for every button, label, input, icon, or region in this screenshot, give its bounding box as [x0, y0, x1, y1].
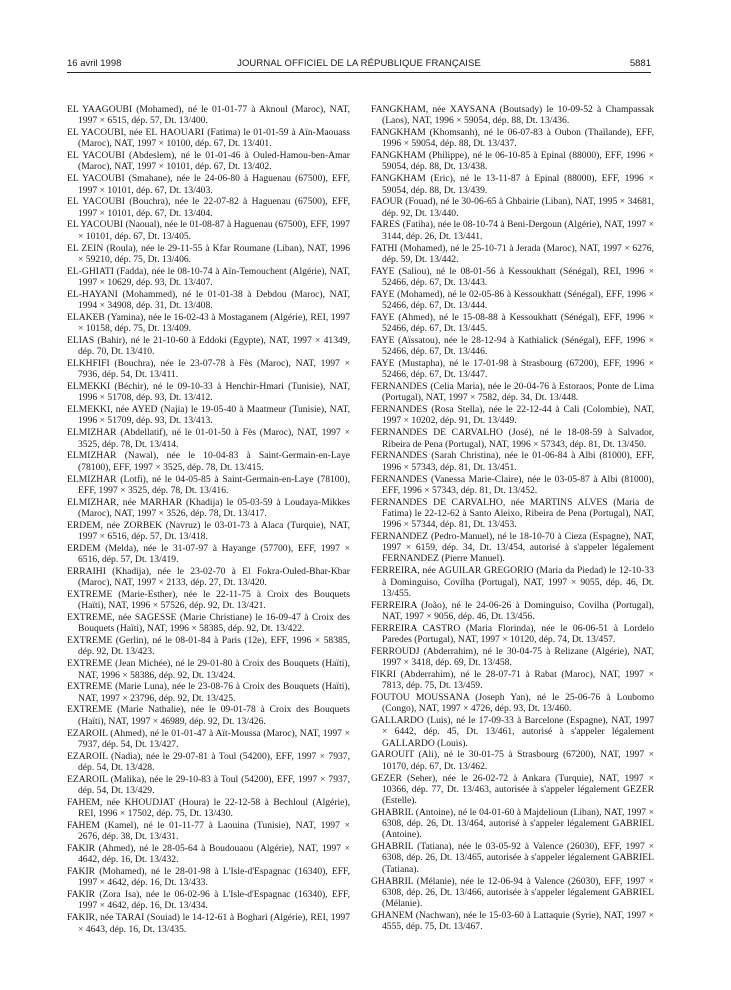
naturalization-entry: EL-GHIATI (Fadda), née le 08-10-74 à Aïn-Temouchent (Algérie), NAT, 1997 × 10629, dép. 93, Dt. 13/407.	[67, 265, 350, 288]
naturalization-entry: FAKIR (Mohamed), né le 28-01-98 à L'Isle-d'Espagnac (16340), EFF, 1997 × 4642, dép. 16, Dt. 13/433.	[67, 866, 350, 889]
naturalization-entry: EL-HAYANI (Mohammed), né le 01-01-38 à Debdou (Maroc), NAT, 1994 × 34908, dép. 31, Dt. 13/408.	[67, 288, 350, 311]
naturalization-entry: FERREIRA CASTRO (Maria Florinda), née le 06-06-51 à Lordelo Paredes (Portugal), NAT, 1997 × 10120, dép. 74, Dt. 13/457.	[371, 622, 654, 645]
naturalization-entry: FERREIRA, née AGUILAR GREGORIO (Maria da Piedad) le 12-10-33 à Dominguiso, Covilha (Portugal), NAT, 1997 × 9055, dép. 46, Dt. 13/455.	[371, 565, 654, 599]
naturalization-entry: EZAROIL (Ahmed), né le 01-01-47 à Aït-Moussa (Maroc), NAT, 1997 × 7937, dép. 54, Dt. 13/427.	[67, 727, 350, 750]
naturalization-entry: FAKIR (Ahmed), né le 28-05-64 à Boudouaou (Algérie), NAT, 1997 × 4642, dép. 16, Dt. 13/432.	[67, 843, 350, 866]
naturalization-entry: EL YACOUBI (Abdeslem), né le 01-01-46 à Ouled-Hamou-ben-Amar (Maroc), NAT, 1997 × 10101, dép. 67, Dt. 13/402.	[67, 150, 350, 173]
header-rule	[67, 72, 651, 73]
naturalization-entry: ELIAS (Bahir), né le 21-10-60 à Eddoki (Egypte), NAT, 1997 × 41349, dép. 70, Dt. 13/410.	[67, 334, 350, 358]
naturalization-entry: GAROUIT (Ali), né le 30-01-75 à Strasbourg (67200), NAT, 1997 × 10170, dép. 67, Dt. 13/462.	[371, 749, 654, 772]
naturalization-entry: ELAKEB (Yamina), née le 16-02-43 à Mostaganem (Algérie), REI, 1997 × 10158, dép. 75, Dt. 13/409.	[67, 311, 350, 335]
right-column	[371, 104, 654, 933]
naturalization-entry: FANGKHAM, née XAYSANA (Boutsady) le 10-09-52 à Champassak (Laos), NAT, 1996 × 59054, dép. 88, Dt. 13/436.	[371, 104, 654, 127]
naturalization-entry: GHABRIL (Tatiana), née le 03-05-92 à Valence (26030), EFF, 1997 × 6308, dép. 26, Dt. 13/465, autorisée à s'appeler légalement GABRIEL (Tatiana).	[371, 841, 654, 875]
naturalization-entry: FERNANDES (Vanessa Marie-Claire), née le 03-05-87 à Albi (81000), EFF, 1996 × 57343, dép. 81, Dt. 13/452.	[371, 473, 654, 496]
naturalization-entry: EL YAAGOUBI (Mohamed), né le 01-01-77 à Aknoul (Maroc), NAT, 1997 × 6515, dép. 57, Dt. 13/400.	[67, 104, 350, 127]
journal-title: JOURNAL OFFICIEL DE LA RÉPUBLIQUE FRANÇAISE	[237, 58, 481, 69]
naturalization-entry: FERNANDES (Sarah Christina), née le 01-06-84 à Albi (81000), EFF, 1996 × 57343, dép. 81, Dt. 13/451.	[371, 450, 654, 473]
naturalization-entry: FERNANDES (Celia Maria), née le 20-04-76 à Estoraos, Ponte de Lima (Portugal), NAT, 1997 × 7582, dép. 34, Dt. 13/448.	[371, 381, 654, 404]
naturalization-entry: ELMEKKI (Béchir), né le 09-10-33 à Henchir-Hmari (Tunisie), NAT, 1996 × 51708, dép. 93, Dt. 13/412.	[67, 381, 350, 404]
naturalization-entry: FERNANDES DE CARVALHO, née MARTINS ALVES (Maria de Fatima) le 22-12-62 à Santo Aleixo, Ribeira de Pena (Portugal), NAT, 1996 × 57344, dép. 81, Dt. 13/453.	[371, 496, 654, 531]
naturalization-entry: ERDEM, née ZORBEK (Navruz) le 03-01-73 à Alaca (Turquie), NAT, 1997 × 6516, dép. 57, Dt. 13/418.	[67, 519, 350, 542]
naturalization-entry: FAYE (Saliou), né le 08-01-56 à Kessoukhatt (Sénégal), REI, 1996 × 52466, dép. 67, Dt. 13/443.	[371, 265, 654, 288]
naturalization-entry: EL YACOUBI, née EL HAOUARI (Fatima) le 01-01-59 à Aïn-Maouass (Maroc), NAT, 1997 × 10100, dép. 67, Dt. 13/401.	[67, 127, 350, 150]
naturalization-entry: EZAROIL (Nadia), née le 29-07-81 à Toul (54200), EFF, 1997 × 7937, dép. 54, Dt. 13/428.	[67, 750, 350, 773]
naturalization-entry: GHABRIL (Antoine), né le 04-01-60 à Majdelioun (Liban), NAT, 1997 × 6308, dép. 26, Dt. 13/464, autorisé à s'appeler légalement GABRIEL (Antoine).	[371, 806, 654, 841]
naturalization-entry: FAOUR (Fouad), né le 30-06-65 à Ghbairie (Liban), NAT, 1995 × 34681, dép. 92, Dt. 13/440.	[371, 196, 654, 219]
naturalization-entry: EL YACOUBI (Naoual), née le 01-08-87 à Haguenau (67500), EFF, 1997 × 10101, dép. 67, Dt. 13/405.	[67, 219, 350, 242]
page-header	[67, 58, 651, 72]
naturalization-entry: ERRAIHI (Khadija), née le 23-02-70 à El Fokra-Ouled-Bhar-Kbar (Maroc), NAT, 1997 × 2133, dép. 27, Dt. 13/420.	[67, 565, 350, 589]
page-number: 5881	[629, 58, 651, 69]
naturalization-entry: FAYE (Mustapha), né le 17-01-98 à Strasbourg (67200), EFF, 1996 × 52466, dép. 67, Dt. 13/447.	[371, 358, 654, 381]
naturalization-entry: FAYE (Aïssatou), née le 28-12-94 à Kathialick (Sénégal), EFF, 1996 × 52466, dép. 67, Dt. 13/446.	[371, 334, 654, 358]
naturalization-entry: FIKRI (Abderrahim), né le 28-07-71 à Rabat (Maroc), NAT, 1997 × 7813, dép. 75, Dt. 13/459.	[371, 668, 654, 692]
naturalization-entry: ERDEM (Melda), née le 31-07-97 à Hayange (57700), EFF, 1997 × 6516, dép. 57, Dt. 13/419.	[67, 542, 350, 566]
naturalization-entry: ELMEKKI, née AYED (Najia) le 19-05-40 à Maatmeur (Tunisie), NAT, 1996 × 51709, dép. 93, Dt. 13/413.	[67, 404, 350, 427]
naturalization-entry: GHABRIL (Mélanie), née le 12-06-94 à Valence (26030), EFF, 1997 × 6308, dép. 26, Dt. 13/466, autorisée à s'appeler légalement GABRIEL (Mélanie).	[371, 875, 654, 910]
naturalization-entry: FARES (Fatiha), née le 08-10-74 à Beni-Dergoun (Algérie), NAT, 1997 × 3144, dép. 26, Dt. 13/441.	[371, 219, 654, 242]
header-date: 16 avril 1998	[67, 58, 122, 69]
naturalization-entry: EXTREME (Marie Nathalie), née le 09-01-78 à Croix des Bouquets (Haïti), NAT, 1997 × 46989, dép. 92, Dt. 13/426.	[67, 704, 350, 727]
naturalization-entry: FERNANDEZ (Pedro-Manuel), né le 18-10-70 à Cieza (Espagne), NAT, 1997 × 6159, dép. 34, Dt. 13/454, autorisé à s'appeler légalement FERNANDEZ (Pierre Manuel).	[371, 530, 654, 565]
naturalization-entry: FAHEM, née KHOUDJAT (Houra) le 22-12-58 à Bechloul (Algérie), REI, 1996 × 17502, dép. 75, Dt. 13/430.	[67, 796, 350, 820]
naturalization-entry: FAYE (Mohamed), né le 02-05-86 à Kessoukhatt (Sénégal), EFF, 1996 × 52466, dép. 67, Dt. 13/444.	[371, 288, 654, 311]
naturalization-entry: EXTREME (Marie-Esther), née le 22-11-75 à Croix des Bouquets (Haïti), NAT, 1996 × 57526, dép. 92, Dt. 13/421.	[67, 588, 350, 612]
naturalization-entry: FERNANDES DE CARVALHO (José), né le 18-08-59 à Salvador, Ribeira de Pena (Portugal), NAT, 1996 × 57343, dép. 81, Dt. 13/450.	[371, 427, 654, 450]
naturalization-entry: FERROUDJ (Abderrahim), né le 30-04-75 à Relizane (Algérie), NAT, 1997 × 3418, dép. 69, Dt. 13/458.	[371, 645, 654, 669]
naturalization-entry: FAYE (Ahmed), né le 15-08-88 à Kessoukhatt (Sénégal), EFF, 1996 × 52466, dép. 67, Dt. 13/445.	[371, 311, 654, 335]
naturalization-entry: FAHEM (Kamel), né le 01-11-77 à Laouina (Tunisie), NAT, 1997 × 2676, dép. 38, Dt. 13/431.	[67, 819, 350, 843]
naturalization-entry: EXTREME (Jean Michée), né le 29-01-80 à Croix des Bouquets (Haïti), NAT, 1996 × 58386, dép. 92, Dt. 13/424.	[67, 658, 350, 681]
naturalization-entry: EL YACOUBI (Bouchra), née le 22-07-82 à Haguenau (67500), EFF, 1997 × 10101, dép. 67, Dt. 13/404.	[67, 196, 350, 219]
naturalization-entry: ELMIZHAR (Lotfi), né le 04-05-85 à Saint-Germain-en-Laye (78100), EFF, 1997 × 3525, dép. 78, Dt. 13/416.	[67, 473, 350, 496]
naturalization-entry: EL YACOUBI (Smahane), née le 24-06-80 à Haguenau (67500), EFF, 1997 × 10101, dép. 67, Dt. 13/403.	[67, 173, 350, 196]
naturalization-entry: GHANEM (Nachwan), née le 15-03-60 à Lattaquie (Syrie), NAT, 1997 × 4555, dép. 75, Dt. 13/467.	[371, 909, 654, 933]
naturalization-entry: EZAROIL (Malika), née le 29-10-83 à Toul (54200), EFF, 1997 × 7937, dép. 54, Dt. 13/429.	[67, 773, 350, 796]
naturalization-entry: FANGKHAM (Philippe), né le 06-10-85 à Epinal (88000), EFF, 1996 × 59054, dép. 88, Dt. 13/438.	[371, 150, 654, 173]
naturalization-entry: FAKIR, née TARAI (Souiad) le 14-12-61 à Boghari (Algérie), REI, 1997 × 4643, dép. 16, Dt. 13/435.	[67, 912, 350, 935]
naturalization-entry: GALLARDO (Luis), né le 17-09-33 à Barcelone (Espagne), NAT, 1997 × 6442, dép. 45, Dt. 13/461, autorisé à s'appeler légalement GALLARDO (Louis).	[371, 715, 654, 749]
naturalization-entry: ELMIZHAR (Abdellatif), né le 01-01-50 à Fès (Maroc), NAT, 1997 × 3525, dép. 78, Dt. 13/414.	[67, 427, 350, 450]
naturalization-entry: FERREIRA (João), né le 24-06-26 à Dominguiso, Covilha (Portugal), NAT, 1997 × 9056, dép. 46, Dt. 13/456.	[371, 599, 654, 622]
naturalization-entry: FERNANDES (Rosa Stella), née le 22-12-44 à Cali (Colombie), NAT, 1997 × 10202, dép. 91, Dt. 13/449.	[371, 404, 654, 427]
naturalization-entry: FANGKHAM (Khomsanh), né le 06-07-83 à Oubon (Thaïlande), EFF, 1996 × 59054, dép. 88, Dt. 13/437.	[371, 127, 654, 150]
naturalization-entry: FAKIR (Zora Isa), née le 06-02-96 à L'Isle-d'Espagnac (16340), EFF, 1997 × 4642, dép. 16, Dt. 13/434.	[67, 889, 350, 912]
naturalization-entry: GEZER (Seher), née le 26-02-72 à Ankara (Turquie), NAT, 1997 × 10366, dép. 77, Dt. 13/463, autorisée à s'appeler légalement GEZER (Estelle).	[371, 772, 654, 807]
naturalization-entry: EXTREME (Marie Luna), née le 23-08-76 à Croix des Bouquets (Haïti), NAT, 1997 × 23796, dép. 92, Dt. 13/425.	[67, 681, 350, 704]
naturalization-entry: ELMIZHAR, née MARHAR (Khadija) le 05-03-59 à Loudaya-Mikkes (Maroc), NAT, 1997 × 3526, dép. 78, Dt. 13/417.	[67, 496, 350, 519]
naturalization-entry: FANGKHAM (Eric), né le 13-11-87 à Epinal (88000), EFF, 1996 × 59054, dép. 88, Dt. 13/439.	[371, 173, 654, 196]
naturalization-entry: FATHI (Mohamed), né le 25-10-71 à Jerada (Maroc), NAT, 1997 × 6276, dép. 59, Dt. 13/442.	[371, 242, 654, 265]
naturalization-entry: FOUTOU MOUSSANA (Joseph Yan), né le 25-06-76 à Loubomo (Congo), NAT, 1997 × 4726, dép. 93, Dt. 13/460.	[371, 692, 654, 715]
naturalization-entry: ELMIZHAR (Nawal), née le 10-04-83 à Saint-Germain-en-Laye (78100), EFF, 1997 × 3525, dép. 78, Dt. 13/415.	[67, 450, 350, 473]
left-column	[67, 104, 350, 935]
naturalization-entry: EL ZEIN (Roula), née le 29-11-55 à Kfar Roumane (Liban), NAT, 1996 × 59210, dép. 75, Dt. 13/406.	[67, 242, 350, 265]
naturalization-entry: EXTREME, née SAGESSE (Marie Christiane) le 16-09-47 à Croix des Bouquets (Haïti), NAT, 1996 × 58385, dép. 92, Dt. 13/422.	[67, 612, 350, 635]
naturalization-entry: EXTREME (Gerlin), né le 08-01-84 à Paris (12e), EFF, 1996 × 58385, dép. 92, Dt. 13/423.	[67, 635, 350, 658]
naturalization-entry: ELKHFIFI (Bouchra), née le 23-07-78 à Fès (Maroc), NAT, 1997 × 7936, dép. 54, Dt. 13/411.	[67, 358, 350, 381]
